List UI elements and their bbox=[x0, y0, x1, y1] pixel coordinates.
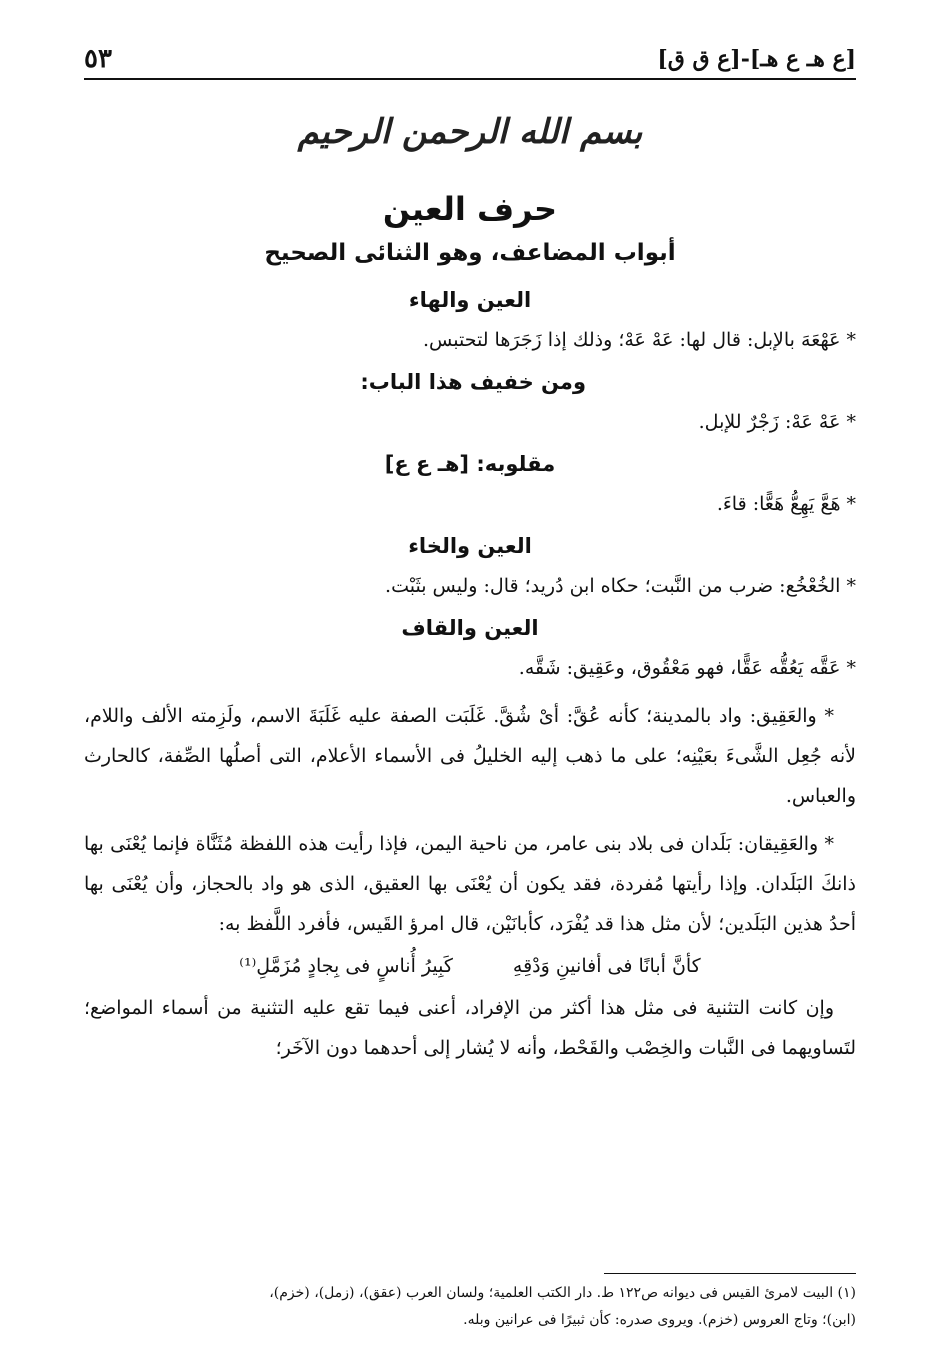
subsection-title: ومن خفيف هذا الباب: bbox=[360, 370, 586, 394]
entry-paragraph: * والعَقِيقان: بَلَدان فى بلاد بنى عامر، من ناحية اليمن، فإذا رأيت هذه اللفظة مُثَنَّاة فإنما يُعْنَى بها ذانكَ البَلَدان. وإذا رأيتها مُفردة، فقد يكون أن يُعْنَى بها العقيق، الذى هو واد بالحجاز، وأن يُعْنَى بها أحدُ هذين البَلَدين؛ لأن مثل هذا قد يُفْرَد، كأبانَيْن، قال امرؤ القَيس، فأفرد اللَّفظ به: bbox=[84, 833, 856, 935]
footnote-line: (ابن)؛ وتاج العروس (خزم). ويروى صدره: كأن ثبيرًا فى عرانين وبله. bbox=[463, 1312, 856, 1328]
entry-paragraph: * هَعَّ يَهِعُّ هَعًّا: قاءَ. bbox=[716, 493, 856, 515]
page-number: ٥٣ bbox=[84, 44, 112, 74]
section-title-ain-kha: العين والخاء bbox=[408, 534, 532, 558]
entry-paragraph: * عَهْ عَهْ: زَجْرٌ للإبل. bbox=[698, 411, 856, 433]
entry-paragraph: وإن كانت التثنية فى مثل هذا أكثر من الإفراد، أعنى فيما تقع عليه التثنية من أسماء المواضع؛ لتَساويهما فى النَّبات والخِصْب والقَحْط، وأنه لا يُشار إلى أحدهما دون الآخَر؛ bbox=[84, 997, 856, 1059]
section-title-ain-qaf: العين والقاف bbox=[401, 616, 539, 640]
footnote-line: (١) البيت لامرئ القيس فى ديوانه ص١٢٢ ط. دار الكتب العلمية؛ ولسان العرب (عقق)، (زمل)، (خزم)، bbox=[269, 1285, 856, 1301]
page-header bbox=[84, 38, 856, 80]
entry-paragraph: * والعَقِيق: واد بالمدينة؛ كأنه عُقَّ: أىْ شُقَّ. غَلَبَت الصفة عليه غَلَبَةَ الاسم، ولَزِمته الألف واللام، لأنه جُعِل الشَّىءَ بعَيْنِه؛ على ما ذهب إليه الخليلُ فى الأسماء الأعلام، التى أصلُها الصِّفة، كالحارث والعباس. bbox=[84, 705, 856, 807]
basmala-calligraphy: بسم الله الرحمن الرحيم bbox=[297, 112, 643, 152]
section-title-ain-ha: العين والهاء bbox=[408, 288, 532, 312]
entry-paragraph: * الخُعْخُع: ضرب من النَّبت؛ حكاه ابن دُريد؛ قال: وليس بثَبْت. bbox=[385, 575, 856, 597]
verse-first-hemistich: كأنَّ أبانًا فى أفانينِ وَدْقِهِ bbox=[512, 955, 701, 977]
poetry-verse bbox=[84, 944, 856, 988]
footnote-divider bbox=[604, 1273, 856, 1274]
verse-second-hemistich: كَبِيرُ أُناسٍ فى بِجادٍ مُزَمَّلِ⁽¹⁾ bbox=[239, 955, 453, 977]
inversion-title: مقلوبه: [هـ ع ع] bbox=[384, 452, 556, 476]
chapter-title: حرف العين bbox=[382, 190, 558, 228]
chapter-subtitle: أبواب المضاعف، وهو الثنائى الصحيح bbox=[264, 240, 676, 266]
running-title: [ع هـ ع هـ]-[ع ق ق] bbox=[657, 46, 856, 72]
footnotes bbox=[84, 1280, 856, 1334]
main-text bbox=[84, 190, 856, 1068]
entry-paragraph: * عَهْعَهَ بالإبل: قال لها: عَهْ عَهْ؛ وذلك إذا زَجَرَها لتحتبس. bbox=[422, 329, 856, 351]
entry-paragraph: * عَقَّه يَعُقُّه عَقًّا، فهو مَعْقُوق، وعَقِيق: شَقَّه. bbox=[518, 657, 856, 679]
